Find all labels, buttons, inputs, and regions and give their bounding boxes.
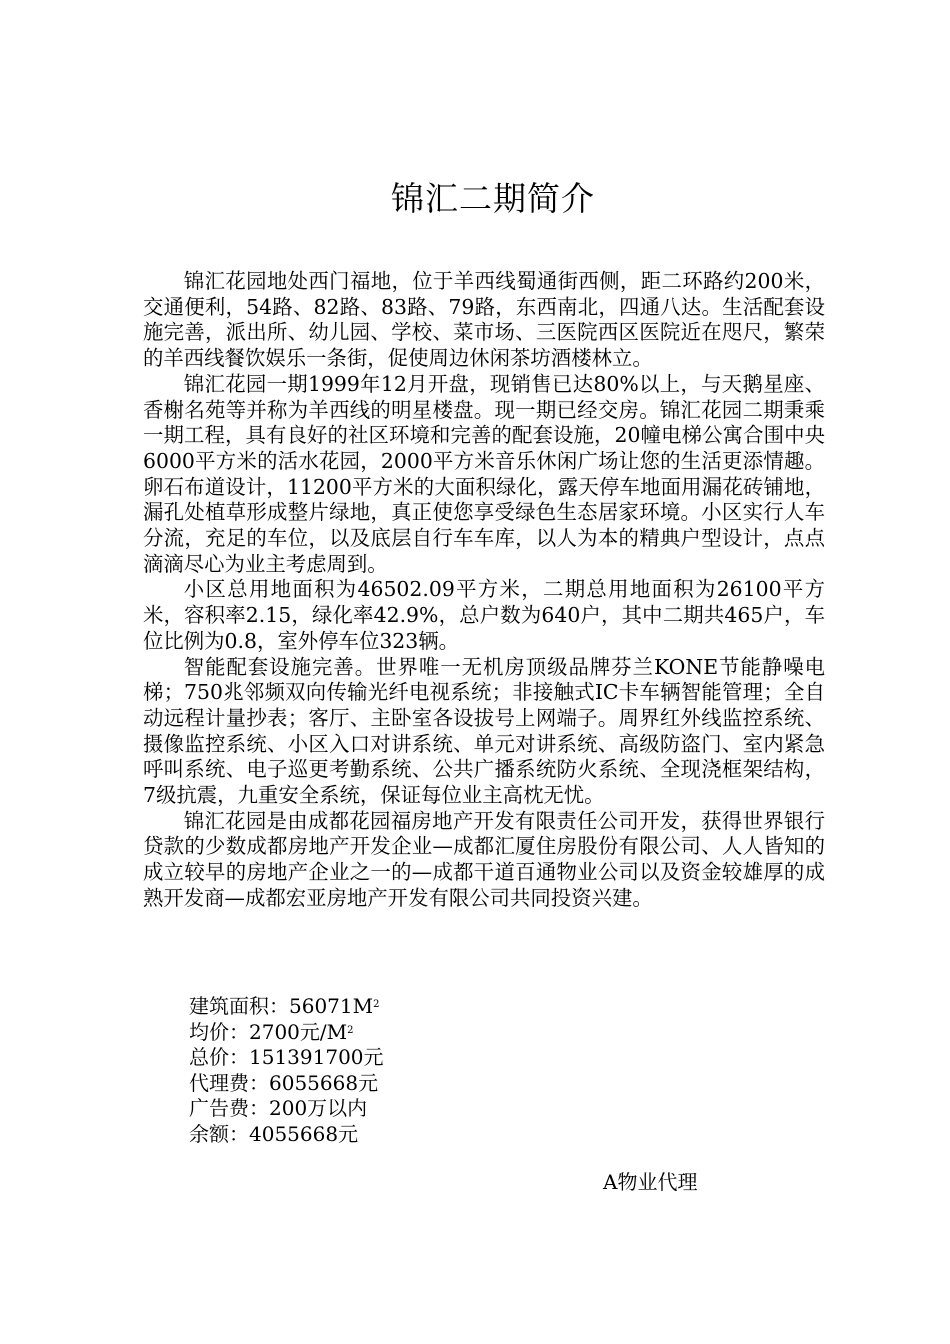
fact-advertising-fee: 广告费：200万以内 — [189, 1096, 368, 1121]
fact-average-price-superscript: 2 — [347, 1024, 354, 1036]
fact-list — [189, 994, 384, 1148]
fact-building-area-value: 56071M — [289, 994, 374, 1018]
fact-balance: 余额：4055668元 — [189, 1121, 359, 1146]
paragraph-developers: 锦汇花园是由成都花园福房地产开发有限责任公司开发，获得世界银行贷款的少数成都房地产开发企业—成都汇厦住房股份有限公司、人人皆知的成立较早的房地产企业之一的—成都干道百通物业公司以及资金较雄厚的成熟开发商—成都宏亚房地产开发有限公司共同投资兴建。 — [143, 808, 825, 910]
paragraph-location: 锦汇花园地处西门福地，位于羊西线蜀通街西侧，距二环路约200米，交通便利，54路、82路、83路、79路，东西南北，四通八达。生活配套设施完善，派出所、幼儿园、学校、菜市场、三医院西区医院近在咫尺，繁荣的羊西线餐饮娱乐一条街，促使周边休闲茶坊酒楼林立。 — [143, 269, 825, 371]
document-title: 锦汇二期简介 — [391, 179, 595, 218]
fact-building-area-label: 建筑面积： — [189, 994, 289, 1018]
signature: A物业代理 — [603, 1170, 698, 1194]
fact-building-area-superscript: 2 — [373, 999, 380, 1010]
fact-average-price-label: 均价： — [189, 1019, 249, 1044]
fact-average-price-value: 2700元/M — [249, 1019, 348, 1044]
paragraph-smart-facilities: 智能配套设施完善。世界唯一无机房顶级品牌芬兰KONE节能静噪电梯；750兆邻频双向传输光纤电视系统；非接触式IC卡车辆智能管理；全自动远程计量抄表；客厅、主卧室各设拔号上网端子。周界红外线监控系统、摄像监控系统、小区入口对讲系统、单元对讲系统、高级防盗门、室内紧急呼叫系统、电子巡更考勤系统、公共广播系统防火系统、全现浇框架结构，7级抗震，九重安全系统，保证每位业主高枕无忧。 — [143, 654, 825, 808]
fact-agency-fee: 代理费：6055668元 — [189, 1070, 379, 1095]
fact-building-area — [189, 994, 384, 1020]
document-body — [143, 269, 825, 912]
paragraph-site-statistics: 小区总用地面积为46502.09平方米，二期总用地面积为26100平方米，容积率2.15，绿化率42.9%，总户数为640户，其中二期共465户，车位比例为0.8，室外停车位323辆。 — [143, 577, 825, 653]
paragraph-phase-overview: 锦汇花园一期1999年12月开盘，现销售已达80%以上，与天鹅星座、香榭名苑等并称为羊西线的明星楼盘。现一期已经交房。锦汇花园二期秉乘一期工程，具有良好的社区环境和完善的配套设施，20幢电梯公寓合围中央6000平方米的活水花园，2000平方米音乐休闲广场让您的生活更添情趣。卵石布道设计，11200平方米的大面积绿化，露天停车地面用漏花砖铺地，漏孔处植草形成整片绿地，真正使您享受绿色生态居家环境。小区实行人车分流，充足的车位，以及底层自行车车库，以人为本的精典户型设计，点点滴滴尽心为业主考虑周到。 — [143, 371, 825, 576]
fact-total-price: 总价：151391700元 — [189, 1045, 384, 1070]
fact-average-price — [189, 1020, 384, 1046]
